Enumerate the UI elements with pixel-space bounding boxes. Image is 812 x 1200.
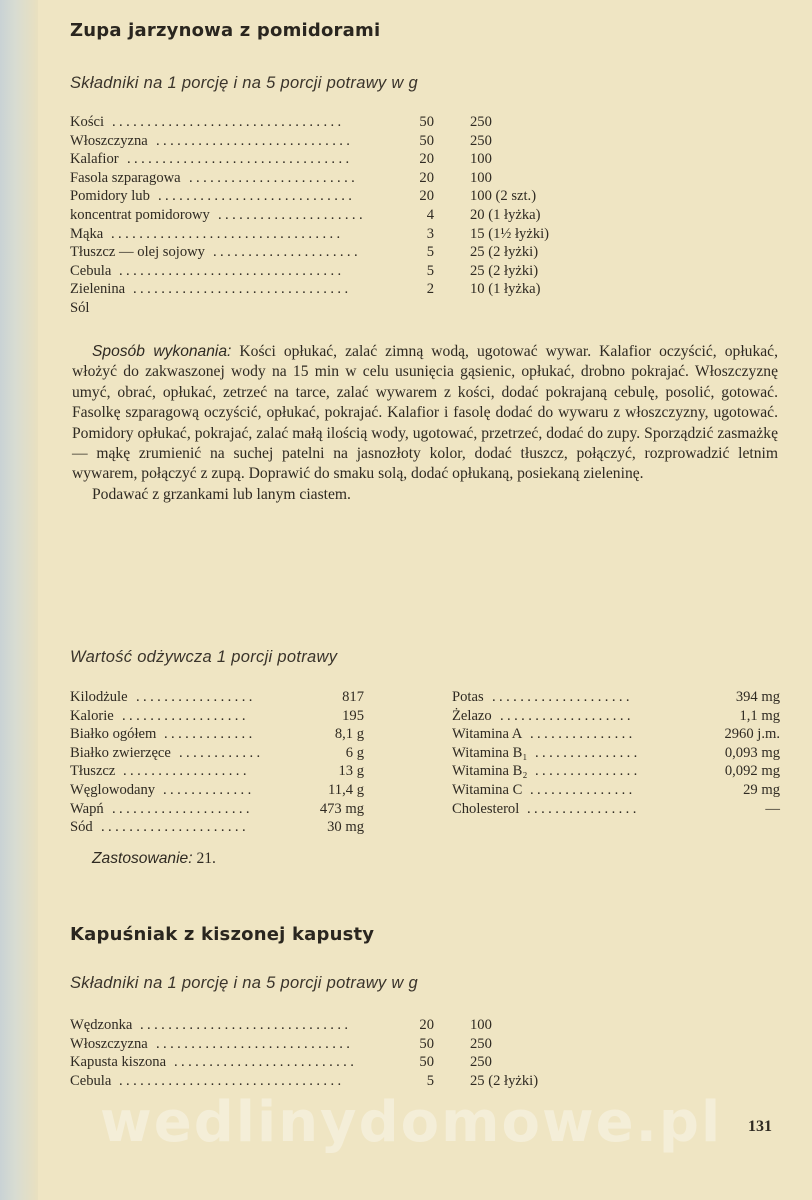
nutrient-value: 8,1 g [334, 726, 364, 743]
nutrient-name: Żelazo [452, 707, 492, 724]
leader-dots: ............. [163, 781, 255, 798]
ingredient-name: Pomidory lub [70, 188, 150, 205]
nutrition-row [70, 762, 370, 781]
leader-dots: ................................ [119, 1072, 345, 1089]
nutrition-row [70, 744, 370, 763]
nutrition-row [70, 725, 370, 744]
nutrient-value: — [765, 800, 780, 817]
nutrition-row [452, 744, 782, 763]
ingredient-name: koncentrat pomidorowy [70, 206, 210, 223]
ingredient-name: Mąka [70, 225, 104, 242]
nutrient-name: Potas [452, 689, 484, 705]
recipe1-method [72, 342, 778, 505]
amount-5-portions: 250 [470, 1054, 492, 1071]
leader-dots: ................................. [111, 225, 344, 242]
amount-5-portions: 250 [470, 1035, 492, 1052]
ingredient-name: Włoszczyzna [70, 132, 148, 149]
amount-1-portion: 2 [426, 281, 434, 298]
nutrient-name: Białko ogółem [70, 726, 157, 743]
nutrition-row [452, 781, 782, 800]
ingredient-name: Tłuszcz — olej sojowy [70, 244, 205, 261]
nutrition-row [70, 781, 370, 800]
usage-label: Zastosowanie: [92, 850, 193, 867]
nutrition-row [452, 688, 782, 707]
nutrient-name: Witamina C [452, 781, 523, 798]
page-number: 131 [748, 1118, 772, 1135]
amount-1-portion: 20 [419, 151, 434, 168]
nutrient-name: Cholesterol [452, 800, 520, 817]
nutrition-right-column [452, 688, 782, 818]
ingredient-name: Kości [70, 114, 105, 130]
leader-dots: ................ [527, 800, 640, 817]
nutrient-name: Wapń [70, 800, 104, 817]
recipe1-usage [92, 850, 216, 868]
nutrition-row [452, 800, 782, 819]
leader-dots: ................... [500, 707, 634, 724]
amount-1-portion: 50 [419, 132, 434, 149]
leader-dots: ............... [530, 781, 636, 798]
leader-dots: ............................... [133, 281, 352, 298]
ingredient-name: Kalafior [70, 151, 119, 168]
nutrient-name: Kilodżule [70, 689, 128, 705]
leader-dots: ............. [164, 726, 256, 743]
leader-dots: .................. [122, 707, 249, 724]
amount-1-portion: 50 [419, 114, 434, 130]
amount-1-portion: 5 [426, 1072, 434, 1089]
nutrient-value: 2960 j.m. [724, 726, 780, 743]
usage-value: 21. [196, 850, 216, 867]
nutrient-value: 195 [342, 707, 364, 724]
leader-dots: .................... [492, 689, 633, 705]
ingredient-name: Sól [70, 299, 90, 316]
leader-dots: ............... [535, 744, 641, 761]
nutrient-name: Węglowodany [70, 781, 156, 798]
nutrient-name: Witamina A [452, 726, 523, 743]
recipe1-ingredients-header: Składniki na 1 porcję i na 5 porcji potrawy w g [70, 74, 418, 92]
nutrition-row [452, 725, 782, 744]
leader-dots: ............................ [158, 188, 356, 205]
amount-5-portions: 10 (1 łyżka) [470, 281, 541, 298]
leader-dots: ..................... [213, 244, 362, 261]
ingredient-name: Cebula [70, 1072, 112, 1089]
ingredient-name: Wędzonka [70, 1017, 133, 1033]
nutrition-row [70, 800, 370, 819]
amount-1-portion: 20 [419, 188, 434, 205]
nutrient-name: Witamina B₂ [452, 763, 528, 780]
amount-5-portions: 100 (2 szt.) [470, 188, 537, 205]
method-text: Kości opłukać, zalać zimną wodą, ugotować wywar. Kalafior oczyścić, opłukać, włożyć do zakwaszonej wody na 15 min w celu usunięcia gąsienic, opłukać, drobno pokrajać. Włoszczyznę umyć, obrać, opłukać, zetrzeć na tarce, zalać wywarem z kości, dodać pokrajaną cebulę, posolić, gotować. Fasolkę szparagową oczyścić, opłukać, pokrajać. Kalafior i fasolę dodać do wywaru z włoszczyzny, ugotować. Pomidory opłukać, pokrajać, zalać małą ilością wody, ugotować, przetrzeć, dodać do zupy. Sporządzić zasmażkę — mąkę zrumienić na suchej patelni na jasnozłoty kolor, dodać tłuszcz, połączyć, rozprowadzić letnim wywarem, połączyć z zupą. Doprawić do smaku solą, dodać opłukaną, posiekaną zieleninę. [72, 343, 778, 483]
amount-1-portion: 4 [426, 206, 434, 223]
nutrition-row [452, 762, 782, 781]
amount-5-portions: 25 (2 łyżki) [470, 244, 539, 261]
leader-dots: ................................ [119, 262, 345, 279]
ingredient-name: Włoszczyzna [70, 1035, 148, 1052]
leader-dots: ................................ [127, 151, 353, 168]
ingredient-name: Kapusta kiszona [70, 1054, 167, 1071]
amount-5-portions: 25 (2 łyżki) [470, 1072, 539, 1089]
recipe2-title: Kapuśniak z kiszonej kapusty [70, 924, 375, 945]
ingredient-name: Cebula [70, 262, 112, 279]
leader-dots: ............ [179, 744, 264, 761]
recipe1-nutrition-header: Wartość odżywcza 1 porcji potrawy [70, 648, 338, 666]
amount-5-portions: 250 [470, 114, 492, 130]
method-label: Sposób wykonania: [92, 343, 232, 360]
nutrient-value: 0,092 mg [724, 763, 780, 780]
leader-dots: ............................ [156, 132, 354, 149]
nutrient-value: 6 g [345, 744, 364, 761]
nutrient-name: Kalorie [70, 707, 114, 724]
nutrient-value: 0,093 mg [724, 744, 780, 761]
leader-dots: .................... [112, 800, 253, 817]
nutrient-value: 11,4 g [328, 781, 364, 798]
recipe1-title: Zupa jarzynowa z pomidorami [70, 20, 381, 41]
nutrient-value: 394 mg [735, 689, 780, 705]
nutrition-row [70, 688, 370, 707]
recipe2-ingredients-header: Składniki na 1 porcję i na 5 porcji potrawy w g [70, 974, 418, 992]
leader-dots: .................. [123, 763, 250, 780]
leader-dots: .............................. [140, 1017, 352, 1033]
leader-dots: ............... [530, 726, 636, 743]
nutrient-value: 1,1 mg [739, 707, 780, 724]
leader-dots: ........................ [189, 169, 359, 186]
page-edge-shadow [0, 0, 38, 1200]
leader-dots: ................................. [112, 114, 345, 130]
nutrient-name: Sód [70, 819, 93, 836]
amount-5-portions: 100 [470, 1017, 492, 1033]
nutrient-value: 30 mg [327, 819, 364, 836]
leader-dots: .......................... [174, 1054, 358, 1071]
nutrition-row [70, 818, 370, 837]
nutrient-value: 473 mg [319, 800, 364, 817]
amount-1-portion: 5 [426, 262, 434, 279]
amount-5-portions: 20 (1 łyżka) [470, 206, 541, 223]
nutrition-left-column [70, 688, 370, 837]
leader-dots: ............... [535, 763, 641, 780]
nutrient-name: Białko zwierzęce [70, 744, 171, 761]
leader-dots: ..................... [218, 206, 367, 223]
nutrient-value: 13 g [338, 763, 364, 780]
amount-5-portions: 100 [470, 169, 492, 186]
nutrient-name: Witamina B₁ [452, 744, 528, 761]
amount-1-portion: 5 [426, 244, 434, 261]
amount-5-portions: 250 [470, 132, 492, 149]
nutrition-row [70, 707, 370, 726]
leader-dots: ................. [136, 689, 256, 705]
amount-5-portions: 25 (2 łyżki) [470, 262, 539, 279]
nutrient-value: 817 [342, 689, 364, 705]
watermark: wedlinydomowe.pl [100, 1090, 723, 1155]
amount-1-portion: 50 [419, 1035, 434, 1052]
leader-dots: ..................... [101, 819, 250, 836]
amount-1-portion: 50 [419, 1054, 434, 1071]
amount-1-portion: 20 [419, 169, 434, 186]
nutrient-value: 29 mg [743, 781, 780, 798]
ingredient-name: Zielenina [70, 281, 126, 298]
amount-5-portions: 15 (1½ łyżki) [470, 225, 550, 242]
nutrition-row [452, 707, 782, 726]
amount-1-portion: 20 [419, 1017, 434, 1033]
amount-1-portion: 3 [426, 225, 434, 242]
amount-5-portions: 100 [470, 151, 492, 168]
ingredient-name: Fasola szparagowa [70, 169, 181, 186]
nutrient-name: Tłuszcz [70, 763, 116, 780]
serving-text: Podawać z grzankami lub lanym ciastem. [92, 485, 351, 503]
leader-dots: ............................ [156, 1035, 354, 1052]
